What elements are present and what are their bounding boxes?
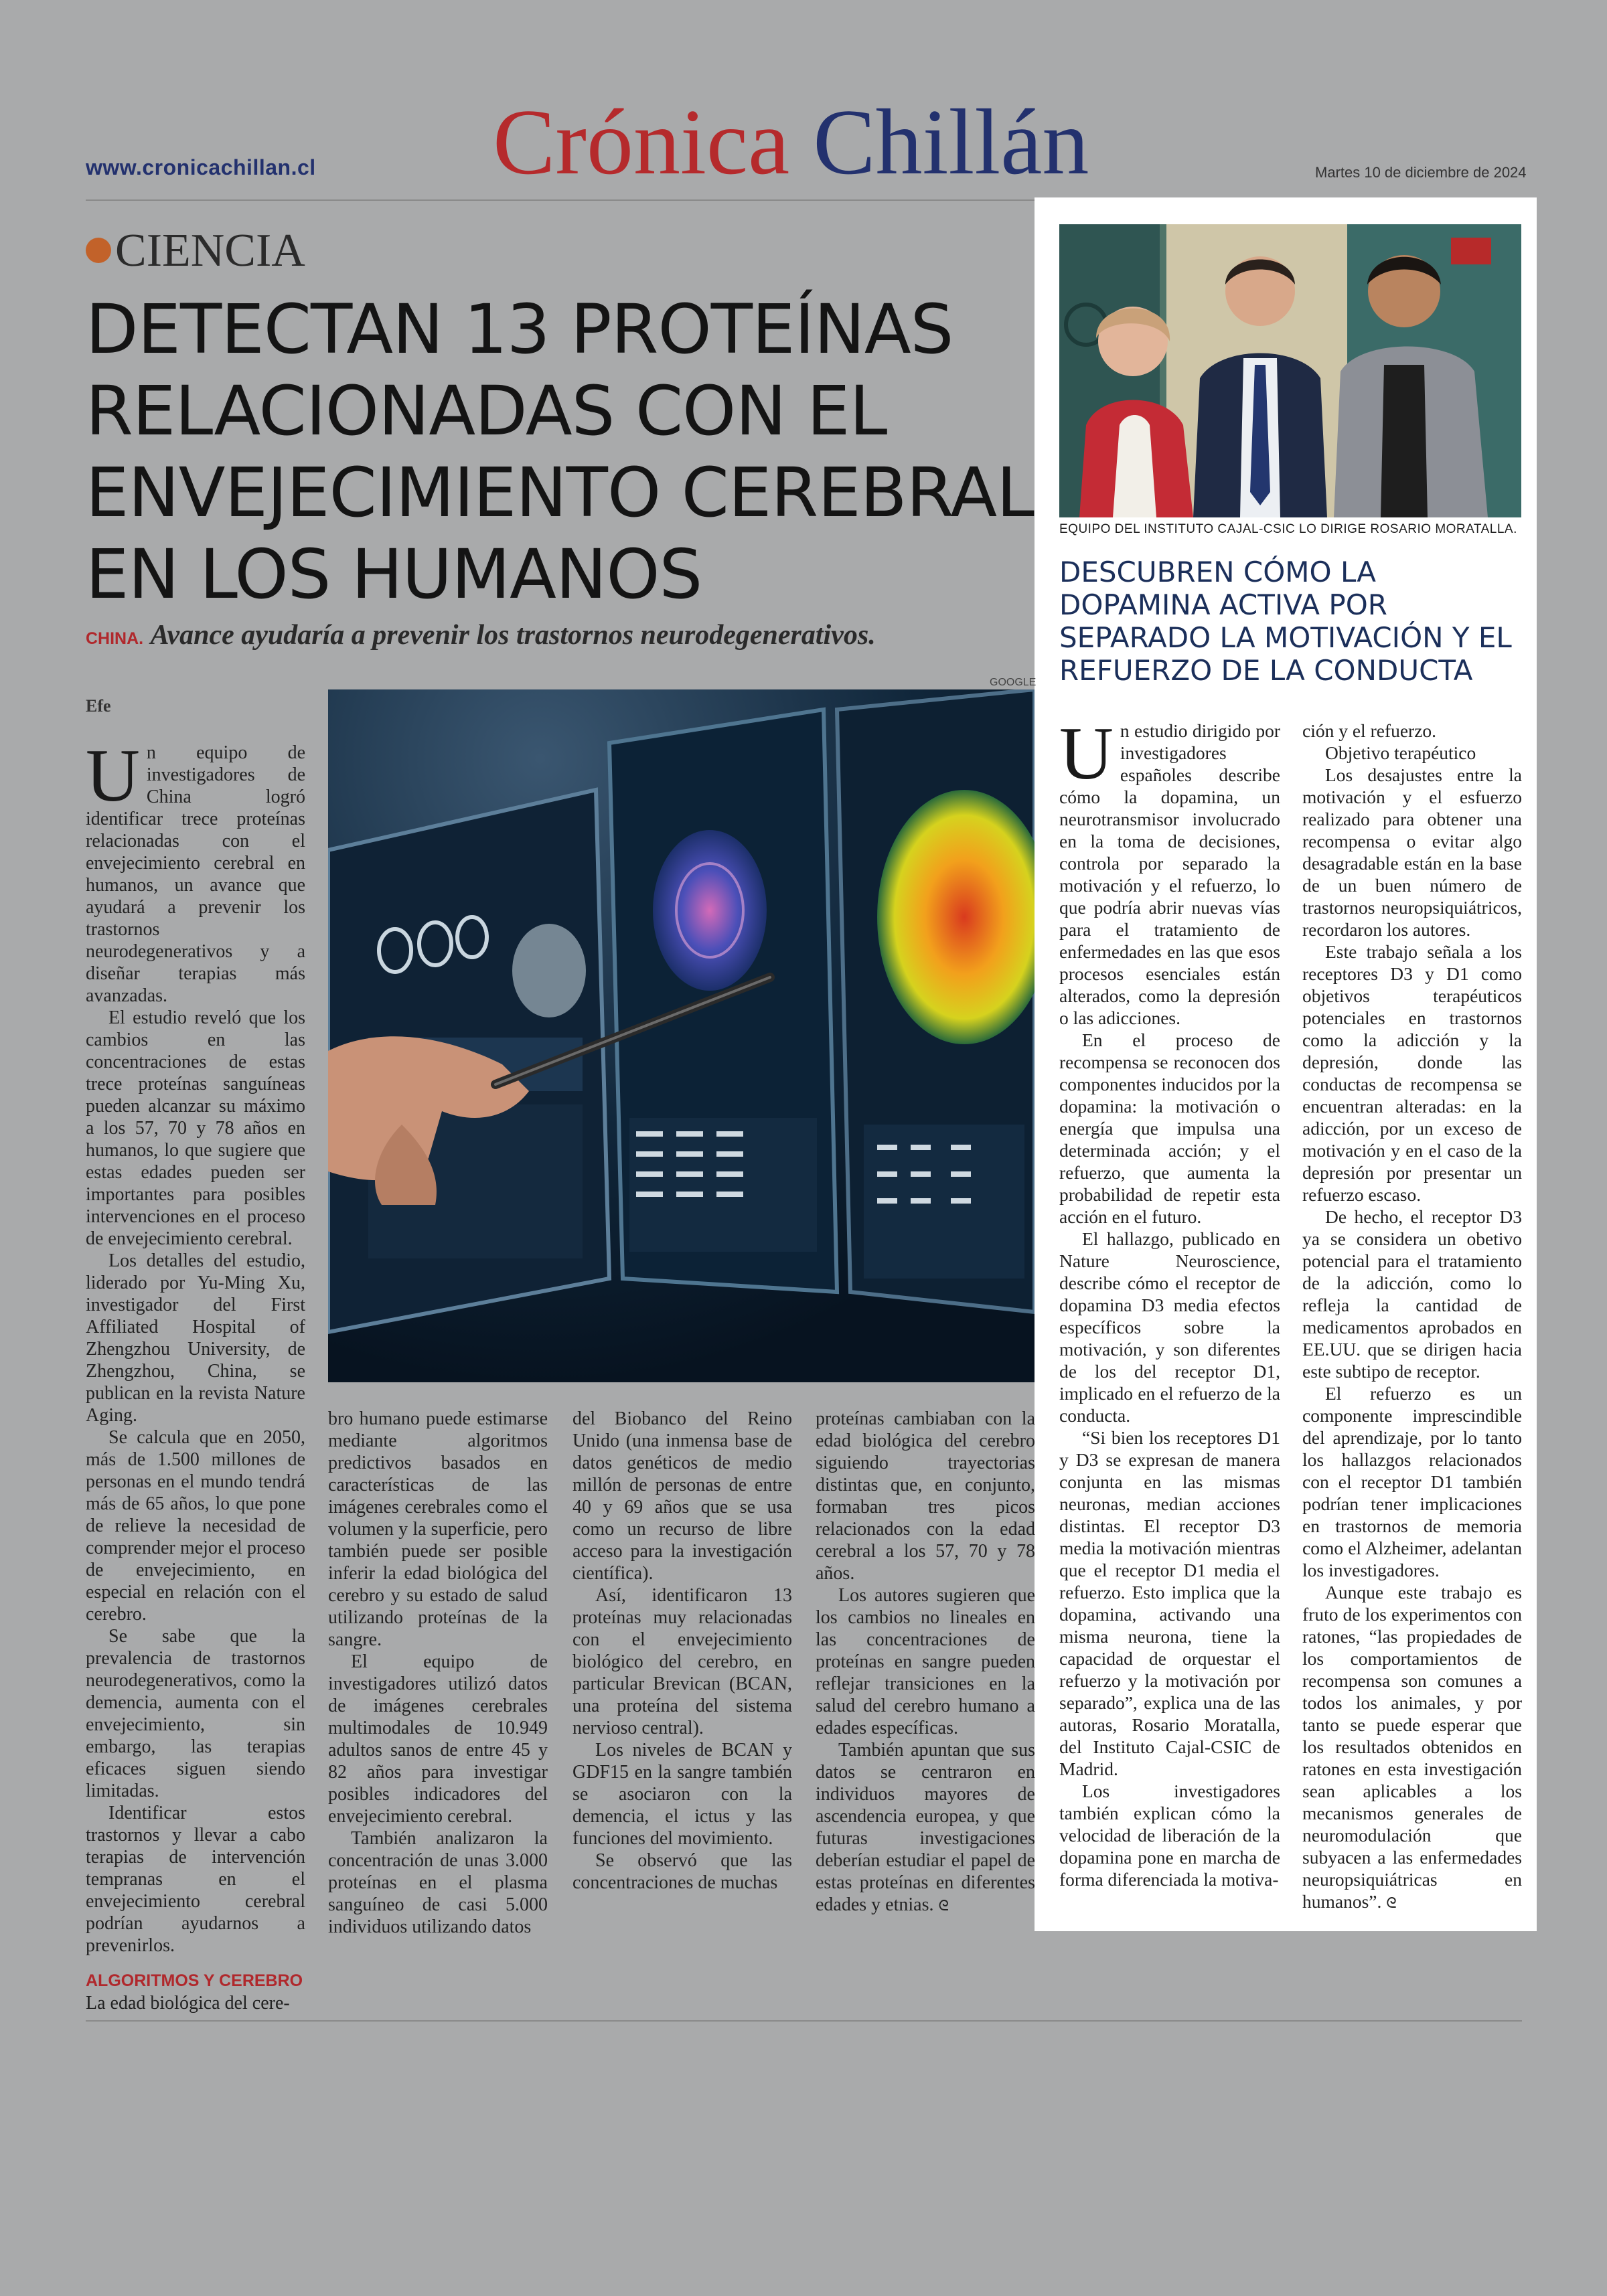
deck-text: Avance ayudaría a prevenir los trastornos neurodegenerativos.: [150, 620, 876, 651]
paragraph: ción y el refuerzo.: [1302, 720, 1437, 741]
paragraph: [86, 734, 305, 1007]
section-label: [86, 224, 305, 278]
brain-scan-photo: [328, 689, 1035, 1382]
paragraph: En el proceso de recompensa se reconocen dos componentes inducidos por la dopamina: la motivación o energía que impulsa una determinada acción; y el refuerzo, que aumenta la probabilidad de repetir esta acción en el futuro.: [1059, 1030, 1280, 1227]
paragraph: El refuerzo es un componente imprescindible del aprendizaje, por lo tanto los hallazgos relacionados con el receptor D1 también podrían tener implicaciones en trastornos de memoria como el Alzheimer, adelantan los investigadores.: [1302, 1383, 1522, 1580]
drop-cap: U: [86, 734, 140, 817]
article-deck: [86, 619, 876, 651]
issue-date: Martes 10 de diciembre de 2024: [1315, 164, 1527, 181]
paragraph: [816, 1739, 1035, 1917]
article-column-3: [572, 1408, 792, 1894]
paragraph-text: Aunque este trabajo es fruto de los experimentos con ratones, “las propiedades de los comportamientos de recompensa son comunes a todos los animales, y por tanto se puede esperar que los resultados obtenidos en ratones en esta investigación sean aplicables a los mecanismos generales de neuromodulación que subyacen a las enfermedades neuropsiquiátricas en humanos”.: [1302, 1582, 1522, 1912]
paragraph: [1302, 1581, 1522, 1914]
paragraph: del Biobanco del Reino Unido (una inmensa base de datos genéticos de medio millón de personas de entre 40 y 69 años que se usa como un recurso de libre acceso para la investigación científica).: [572, 1408, 792, 1584]
paragraph: Los autores sugieren que los cambios no lineales en las concentraciones de proteínas en sangre pueden reflejar transiciones en la salud del cerebro humano a edades específicas.: [816, 1585, 1035, 1738]
site-url[interactable]: www.cronicachillan.cl: [86, 155, 316, 179]
footer-divider: [86, 2020, 1522, 2022]
paragraph: También analizaron la concentración de unas 3.000 proteínas en el plasma sanguíneo de casi 5.000 individuos utilizando datos: [328, 1828, 548, 1937]
logo-word-chillan: Chillán: [813, 90, 1089, 194]
paragraph: Este trabajo señala a los receptores D3 y D1 como objetivos terapéuticos potenciales en trastornos como la adicción y la depresión, donde las conductas de recompensa se encuentran alteradas: en la adicción, por un exceso de motivación y en el caso de la depresión por presentar un refuerzo escaso.: [1302, 941, 1522, 1205]
paragraph-text: n equipo de investigadores de China logró identificar trece proteínas relacionadas con el envejecimiento cerebral en humanos, un avance que ayudará a prevenir los trastornos neurodegenerativos y a diseñar terapias más avanzadas.: [86, 742, 305, 1006]
paragraph: Se sabe que la prevalencia de trastornos neurodegenerativos, como la demencia, aumenta con el envejecimiento, sin embargo, las terapias eficaces siguen siendo limitadas.: [86, 1626, 305, 1801]
sidebar-column-1: [1059, 712, 1280, 1890]
end-mark-icon: ᘓ: [938, 1898, 949, 1914]
paragraph: proteínas cambiaban con la edad biológica del cerebro siguiendo trayectorias distintas que, en conjunto, formaban tres picos relacionados con la edad cerebral a los 57, 70 y 78 años.: [816, 1408, 1035, 1584]
section-dot-icon: [86, 238, 111, 263]
deck-tag: CHINA.: [86, 629, 144, 648]
logo-word-cronica: Crónica: [493, 90, 790, 194]
research-team-photo: [1059, 224, 1521, 517]
article-column-2: [328, 1408, 548, 1938]
newspaper-logo: [493, 92, 1089, 193]
paragraph-text: También apuntan que sus datos se centraron en individuos mayores de ascendencia europea, y que futuras investigaciones deberían estudiar el papel de estas proteínas en diferentes edades y etnias.: [816, 1740, 1035, 1915]
section-name: CIENCIA: [115, 225, 305, 276]
paragraph: Se calcula que en 2050, más de 1.500 millones de personas en el mundo tendrá más de 65 años, lo que pone de relieve la necesidad de comprender mejor el proceso de envejecimiento, en especial en relación con el cerebro.: [86, 1427, 305, 1625]
paragraph: Los investigadores también explican cómo la velocidad de liberación de la dopamina pone en marcha de forma diferenciada la motiva-: [1059, 1781, 1280, 1890]
paragraph: La edad biológica del cere-: [86, 1993, 290, 2014]
photo-caption: EQUIPO DEL INSTITUTO CAJAL-CSIC LO DIRIGE ROSARIO MORATALLA.: [1059, 522, 1517, 536]
paragraph: Identificar estos trastornos y llevar a cabo terapias de intervención tempranas en el envejecimiento cerebral podrían ayudarnos a prevenirlos.: [86, 1803, 305, 1956]
brain-scan-illustration: [328, 689, 1035, 1382]
paragraph: Los desajustes entre la motivación y el esfuerzo realizado para obtener una recompensa o evitar algo desagradable están en la base de un buen número de trastornos neuropsiquiátricos, recordaron los autores.: [1302, 764, 1522, 940]
paragraph: bro humano puede estimarse mediante algoritmos predictivos basados en características de las imágenes cerebrales como el volumen y la superficie, pero también puede ser posible inferir la edad biológica del cerebro y su estado de salud utilizando proteínas de la sangre.: [328, 1408, 548, 1650]
sidebar-subtitle: Objetivo terapéutico: [1325, 742, 1476, 763]
article-subtitle: ALGORITMOS Y CEREBRO: [86, 1971, 303, 1990]
paragraph: De hecho, el receptor D3 ya se considera un obetivo potencial para el tratamiento de la adicción, como lo refleja la cantidad de medicamentos aprobados en EE.UU. que se dirigen hacia este subtipo de receptor.: [1302, 1206, 1522, 1382]
paragraph: El equipo de investigadores utilizó datos de imágenes cerebrales multimodales de 10.949 adultos sanos de entre 45 y 82 años para investigar posibles indicadores del envejecimiento cerebral.: [328, 1651, 548, 1827]
paragraph: [1059, 712, 1280, 1029]
paragraph: Se observó que las concentraciones de muchas: [572, 1850, 792, 1893]
paragraph: Los detalles del estudio, liderado por Yu-Ming Xu, investigador del First Affiliated Hospital of Zhengzhou University, de Zhengzhou, China, se publican en la revista Nature Aging.: [86, 1250, 305, 1426]
drop-cap: U: [1059, 712, 1114, 795]
sidebar-column-2: [1302, 720, 1522, 1914]
paragraph: El hallazgo, publicado en Nature Neuroscience, describe cómo el receptor de dopamina D3 media efectos específicos sobre la motivación, y son diferentes de los del receptor D1, implicado en el refuerzo de la conducta.: [1059, 1228, 1280, 1426]
sidebar-headline: DESCUBREN CÓMO LA DOPAMINA ACTIVA POR SEPARADO LA MOTIVACIÓN Y EL REFUERZO DE LA CONDUCTA: [1059, 556, 1512, 687]
article-column-4: [816, 1408, 1035, 1917]
paragraph: Así, identificaron 13 proteínas muy relacionadas con el envejecimiento biológico del cerebro, en particular Brevican (BCAN, una proteína del sistema nervioso central).: [572, 1585, 792, 1738]
paragraph: El estudio reveló que los cambios en las concentraciones de estas trece proteínas sanguíneas pueden alcanzar su máximo a los 57, 70 y 78 años en humanos, lo que sugiere que estas edades pueden ser importantes para posibles intervenciones en el proceso de envejecimiento cerebral.: [86, 1007, 305, 1249]
paragraph: Los niveles de BCAN y GDF15 en la sangre también se asociaron con la demencia, el ictus y las funciones del movimiento.: [572, 1740, 792, 1849]
article-headline: DETECTAN 13 PROTEÍNAS RELACIONADAS CON EL ENVEJECIMIENTO CEREBRAL EN LOS HUMANOS: [86, 290, 1034, 614]
research-team-illustration: [1059, 224, 1521, 517]
article-column-1: [86, 734, 305, 2014]
photo-credit: GOOGLE: [990, 677, 1037, 688]
end-mark-icon: ᘓ: [1386, 1895, 1397, 1912]
paragraph-text: n estudio dirigido por investigadores españoles describe cómo la dopamina, un neurotransmisor involucrado en la toma de decisiones, controla por separado la motivación y el refuerzo, lo que podría abrir nuevas vías para el tratamiento de enfermedades en las que esos procesos esenciales están alterados, como la depresión o las adicciones.: [1059, 720, 1280, 1028]
byline: Efe: [86, 696, 111, 716]
paragraph: “Si bien los receptores D1 y D3 se expresan de manera conjunta en las mismas neuronas, median acciones distintas. El receptor D3 media la motivación mientras que el receptor D1 media el refuerzo. Esto implica que la dopamina, activando una misma neurona, tiene la capacidad de orquestar el refuerzo y la motivación por separado”, explica una de las autoras, Rosario Moratalla, del Instituto Cajal-CSIC de Madrid.: [1059, 1427, 1280, 1779]
